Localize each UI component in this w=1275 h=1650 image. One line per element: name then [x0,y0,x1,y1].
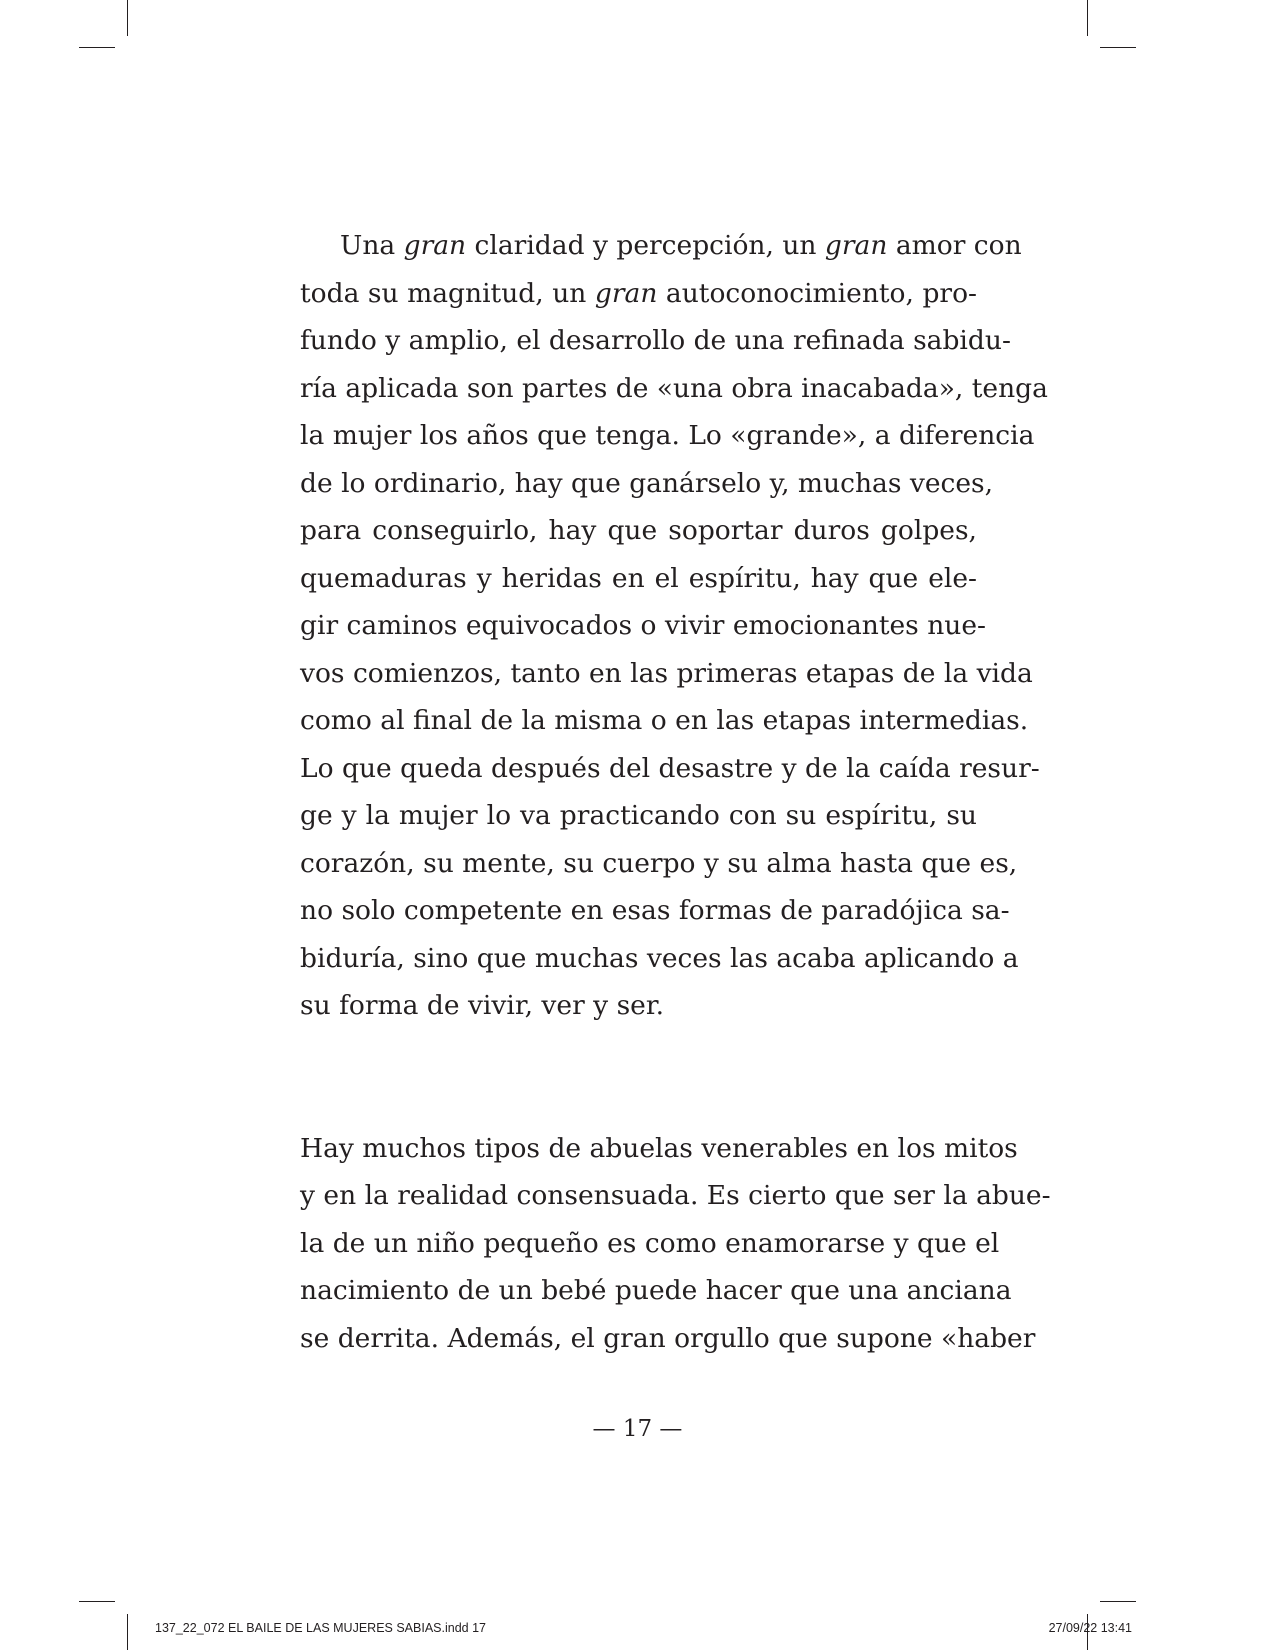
text-run: gir caminos equivocados o vivir emocionantes nue- [300,610,986,641]
text-line [300,1220,1000,1268]
text-run: ría aplicada son partes de «una obra inacabada», tenga [300,372,1048,404]
text-run: Hay muchos tipos de abuelas venerables en los mitos [300,1132,1018,1164]
text-line [300,1267,1012,1315]
text-run: se derrita. Además, el gran orgullo que supone «haber [300,1322,1036,1354]
text-run: fundo y amplio, el desarrollo de una refinada sabidu- [300,325,1011,356]
text-line [300,887,1010,935]
text-line [300,1172,1051,1220]
text-run: amor con [887,230,1022,261]
crop-mark [1100,1601,1136,1602]
text-run: corazón, su mente, su cuerpo y su alma hasta que es, [300,847,1018,879]
text-run: autoconocimiento, pro- [657,277,978,309]
text-line [300,697,1029,745]
text-run: nacimiento de un bebé puede hacer que una anciana [300,1275,1012,1306]
text-line [300,412,1035,460]
text-line [300,270,977,318]
text-run: su forma de vivir, ver y ser. [300,990,665,1021]
emphasis: gran [824,230,888,261]
text-line [300,555,977,603]
text-run: la mujer los años que tenga. Lo «grande», a diferencia [300,420,1035,451]
text-line [300,317,1011,365]
text-run: quemaduras y heridas en el espíritu, hay que ele- [300,562,977,594]
text-line [300,792,977,840]
text-run: vos comienzos, tanto en las primeras etapas de la vida [300,657,1033,689]
crop-mark [127,1614,128,1650]
crop-mark [127,0,128,36]
text-run: la de un niño pequeño es como enamorarse y que el [300,1227,1000,1259]
paragraph [300,222,1048,1030]
text-line [300,602,986,650]
slug-timestamp: 27/09/22 13:41 [1048,1621,1132,1635]
text-run: como al final de la misma o en las etapas intermedias. [300,705,1029,736]
text-run: claridad y percepción, un [466,230,825,261]
text-line [300,365,1048,413]
text-run: no solo competente en esas formas de paradójica sa- [300,895,1010,926]
text-run: de lo ordinario, hay que ganárselo y, muchas veces, [300,467,994,499]
emphasis: gran [403,230,467,261]
text-line [300,1315,1036,1363]
text-line [300,982,977,1030]
crop-mark [1100,47,1136,48]
text-run: para conseguirlo, hay que soportar duros golpes, [300,515,977,546]
text-line [300,745,1040,793]
text-line [300,507,977,555]
page-number: — 17 — [592,1416,683,1442]
slug-filename: 137_22_072 EL BAILE DE LAS MUJERES SABIAS.indd 17 [155,1621,486,1635]
text-run: Una [340,230,404,261]
text-line [300,460,994,508]
text-line [300,840,1018,888]
text-run: toda su magnitud, un [300,277,595,309]
text-line [300,935,1019,983]
text-run: biduría, sino que muchas veces las acaba aplicando a [300,942,1019,974]
text-line [300,222,1022,270]
body-text [300,222,1051,1362]
section-gap [300,1030,977,1125]
text-run: y en la realidad consensuada. Es cierto que ser la abue- [300,1180,1051,1211]
text-run: Lo que queda después del desastre y de la caída resur- [300,752,1040,784]
emphasis: gran [594,277,658,309]
text-line [300,1125,1018,1173]
crop-mark [79,1601,115,1602]
text-run: ge y la mujer lo va practicando con su espíritu, su [300,800,977,831]
text-line [300,650,1033,698]
paragraph [300,1125,1051,1363]
crop-mark [79,47,115,48]
crop-mark [1087,0,1088,36]
